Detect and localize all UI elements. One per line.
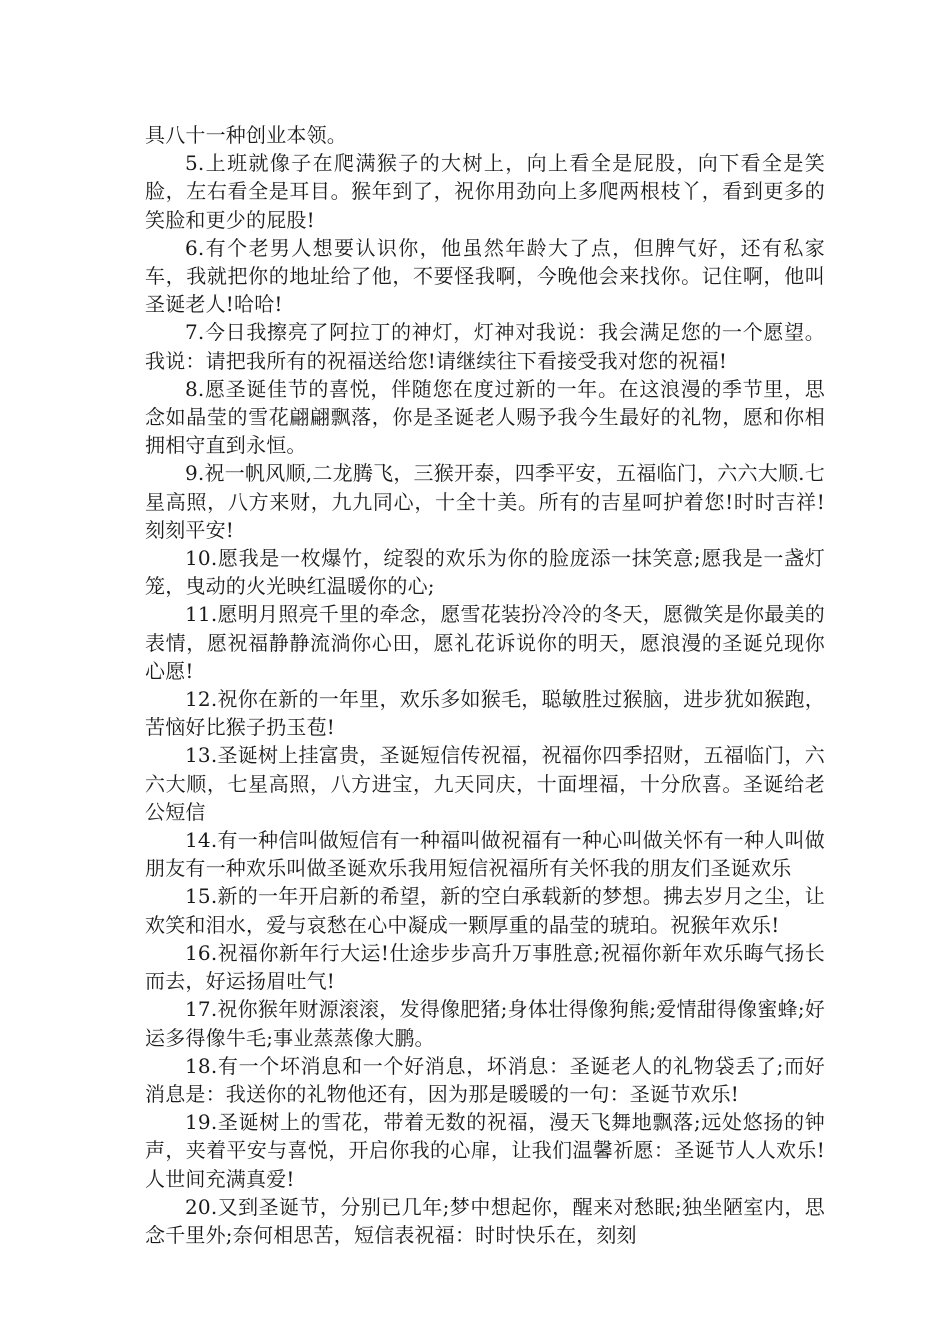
paragraph-item-15: 15.新的一年开启新的希望，新的空白承载新的梦想。拂去岁月之尘，让欢笑和泪水，爱与哀愁在心中凝成一颗厚重的晶莹的琥珀。祝猴年欢乐!: [145, 884, 825, 937]
paragraph-item-5: 5.上班就像子在爬满猴子的大树上，向上看全是屁股，向下看全是笑脸，左右看全是耳目。猴年到了，祝你用劲向上多爬两根枝丫，看到更多的笑脸和更少的屁股!: [145, 151, 825, 232]
paragraph-item-18: 18.有一个坏消息和一个好消息，坏消息：圣诞老人的礼物袋丢了;而好消息是：我送你的礼物他还有，因为那是暖暖的一句：圣诞节欢乐!: [145, 1053, 825, 1106]
paragraph-item-14: 14.有一种信叫做短信有一种福叫做祝福有一种心叫做关怀有一种人叫做朋友有一种欢乐叫做圣诞欢乐我用短信祝福所有关怀我的朋友们圣诞欢乐: [145, 828, 825, 881]
paragraph-item-6: 6.有个老男人想要认识你，他虽然年龄大了点，但脾气好，还有私家车，我就把你的地址给了他，不要怪我啊，今晚他会来找你。记住啊，他叫圣诞老人!哈哈!: [145, 235, 825, 317]
paragraph-item-10: 10.愿我是一枚爆竹，绽裂的欢乐为你的脸庞添一抹笑意;愿我是一盏灯笼，曳动的火光映红温暖你的心;: [145, 546, 825, 599]
paragraph-item-19: 19.圣诞树上的雪花，带着无数的祝福，漫天飞舞地飘落;远处悠扬的钟声，夹着平安与喜悦，开启你我的心扉，让我们温馨祈愿：圣诞节人人欢乐!人世间充满真爱!: [145, 1110, 825, 1191]
paragraph-continuation: 具八十一种创业本领。: [145, 123, 347, 147]
paragraph-item-12: 12.祝你在新的一年里，欢乐多如猴毛，聪敏胜过猴脑，进步犹如猴跑，苦恼好比猴子扔玉苞!: [145, 687, 825, 740]
paragraph-item-9: 9.祝一帆风顺,二龙腾飞，三猴开泰，四季平安，五福临门，六六大顺.七星高照，八方来财，九九同心，十全十美。所有的吉星呵护着您!时时吉祥!刻刻平安!: [145, 461, 825, 542]
paragraph-item-17: 17.祝你猴年财源滚滚，发得像肥猪;身体壮得像狗熊;爱情甜得像蜜蜂;好运多得像牛毛;事业蒸蒸像大鹏。: [145, 997, 825, 1050]
paragraph-item-8: 8.愿圣诞佳节的喜悦，伴随您在度过新的一年。在这浪漫的季节里，思念如晶莹的雪花翩翩飘落，你是圣诞老人赐予我今生最好的礼物，愿和你相拥相守直到永恒。: [145, 376, 825, 458]
paragraph-item-7: 7.今日我擦亮了阿拉丁的神灯，灯神对我说：我会满足您的一个愿望。我说：请把我所有的祝福送给您!请继续往下看接受我对您的祝福!: [145, 320, 825, 373]
document-body: [145, 121, 825, 1249]
paragraph-item-20: 20.又到圣诞节，分别已几年;梦中想起你，醒来对愁眠;独坐陋室内，思念千里外;奈何相思苦，短信表祝福：时时快乐在，刻刻: [145, 1194, 825, 1247]
paragraph-item-13: 13.圣诞树上挂富贵，圣诞短信传祝福，祝福你四季招财，五福临门，六六大顺，七星高照，八方进宝，九天同庆，十面埋福，十分欣喜。圣诞给老公短信: [145, 743, 825, 824]
paragraph-item-16: 16.祝福你新年行大运!仕途步步高升万事胜意;祝福你新年欢乐晦气扬长而去，好运扬眉吐气!: [145, 940, 825, 994]
paragraph-item-11: 11.愿明月照亮千里的牵念，愿雪花装扮冷冷的冬天，愿微笑是你最美的表情，愿祝福静静流淌你心田，愿礼花诉说你的明天，愿浪漫的圣诞兑现你心愿!: [145, 602, 825, 683]
